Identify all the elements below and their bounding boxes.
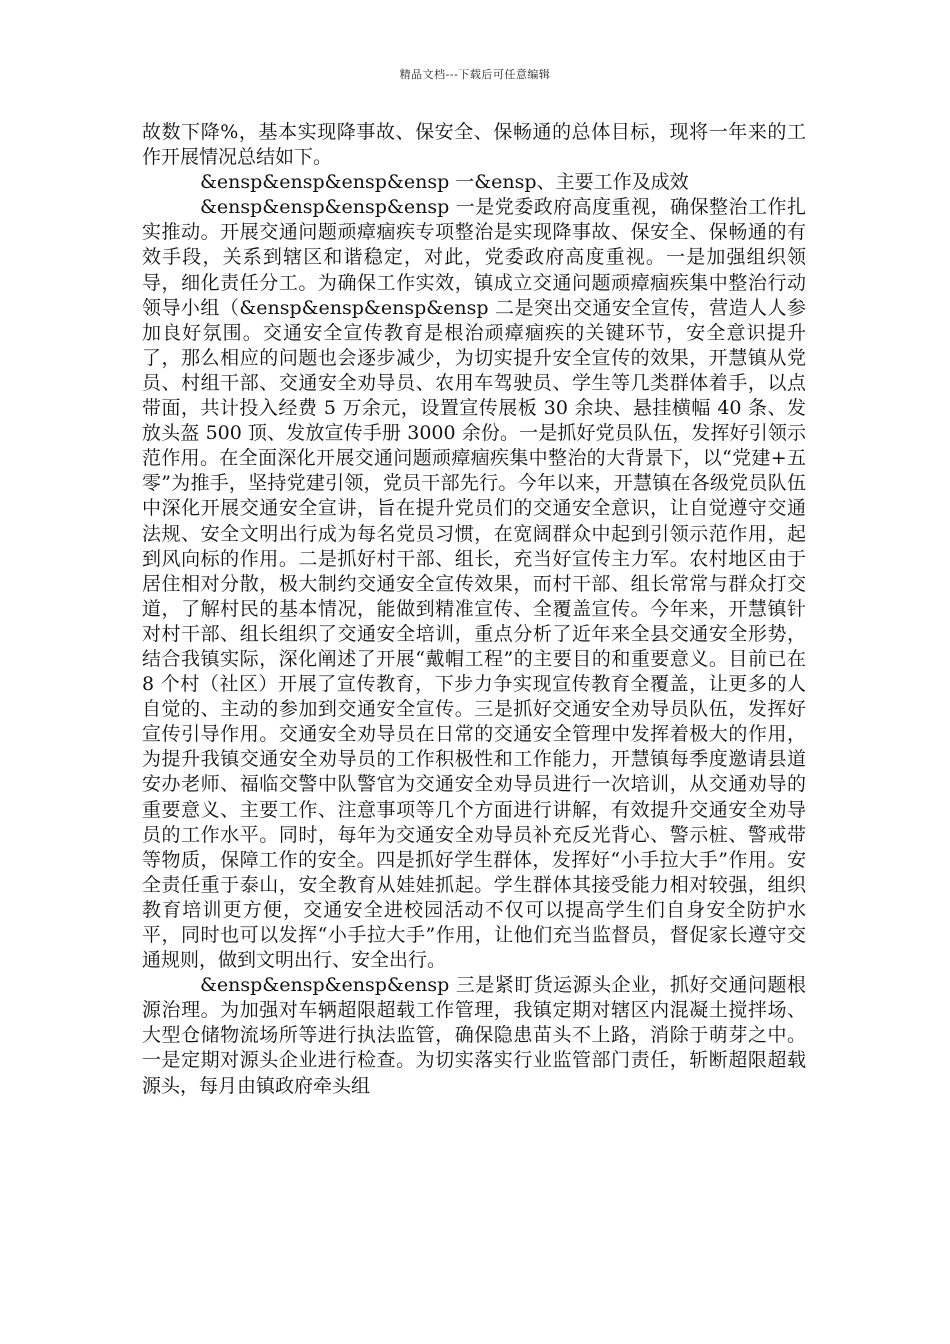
document-body	[142, 120, 806, 1099]
paragraph-intro-continued: 故数下降%，基本实现降事故、保安全、保畅通的总体目标，现将一年来的工作开展情况总结如下。	[142, 121, 806, 169]
section-heading: &ensp&ensp&ensp&ensp 一&ensp、主要工作及成效	[200, 171, 689, 194]
page-header: 精品文档---下载后可任意编辑	[399, 68, 551, 81]
paragraph-part-three: &ensp&ensp&ensp&ensp 三是紧盯货运源头企业，抓好交通问题根源治理。为加强对车辆超限超载工作管理，我镇定期对辖区内混凝土搅拌场、大型仓储物流场所等进行执法监管，确保隐患苗头不上路，消除于萌芽之中。一是定期对源头企业进行检查。为切实落实行业监管部门责任，斩断超限超载源头，每月由镇政府牵头组	[142, 974, 806, 1097]
paragraph-part-one-two: &ensp&ensp&ensp&ensp 一是党委政府高度重视，确保整治工作扎实推动。开展交通问题顽瘴痼疾专项整治是实现降事故、保安全、保畅通的有效手段，关系到辖区和谐稳定，对此，党委政府高度重视。一是加强组织领导，细化责任分工。为确保工作实效，镇成立交通问题顽瘴痼疾集中整治行动领导小组（&ensp&ensp&ensp&ensp 二是突出交通安全宣传，营造人人参加良好氛围。交通安全宣传教育是根治顽瘴痼疾的关键环节，安全意识提升了，那么相应的问题也会逐步减少，为切实提升安全宣传的效果，开慧镇从党员、村组干部、交通安全劝导员、农用车驾驶员、学生等几类群体着手，以点带面，共计投入经费 5 万余元，设置宣传展板 30 余块、悬挂横幅 40 条、发放头盔 500 顶、发放宣传手册 3000 余份。一是抓好党员队伍，发挥好引领示范作用。在全面深化开展交通问题顽瘴痼疾集中整治的大背景下，以“党建+五零”为推手，坚持党建引领，党员干部先行。今年以来，开慧镇在各级党员队伍中深化开展交通安全宣讲，旨在提升党员们的交通安全意识，让自觉遵守交通法规、安全文明出行成为每名党员习惯，在宽阔群众中起到引领示范作用，起到风向标的作用。二是抓好村干部、组长，充当好宣传主力军。农村地区由于居住相对分散，极大制约交通安全宣传效果，而村干部、组长常常与群众打交道，了解村民的基本情况，能做到精准宣传、全覆盖宣传。今年来，开慧镇针对村干部、组长组织了交通安全培训，重点分析了近年来全县交通安全形势，结合我镇实际，深化阐述了开展“戴帽工程”的主要目的和重要意义。目前已在 8 个村（社区）开展了宣传教育，下步力争实现宣传教育全覆盖，让更多的人自觉的、主动的参加到交通安全宣传。三是抓好交通安全劝导员队伍，发挥好宣传引导作用。交通安全劝导员在日常的交通安全管理中发挥着极大的作用，为提升我镇交通安全劝导员的工作积极性和工作能力，开慧镇每季度邀请县道安办老师、福临交警中队警官为交通安全劝导员进行一次培训，从交通劝导的重要意义、主要工作、注意事项等几个方面进行讲解，有效提升交通安全劝导员的工作水平。同时，每年为交通安全劝导员补充反光背心、警示桩、警戒带等物质，保障工作的安全。四是抓好学生群体，发挥好“小手拉大手”作用。安全责任重于泰山，安全教育从娃娃抓起。学生群体其接受能力相对较强，组织教育培训更方便，交通安全进校园活动不仅可以提高学生们自身安全防护水平，同时也可以发挥“小手拉大手”作用，让他们充当监督员，督促家长遵守交通规则，做到文明出行、安全出行。	[142, 196, 806, 972]
